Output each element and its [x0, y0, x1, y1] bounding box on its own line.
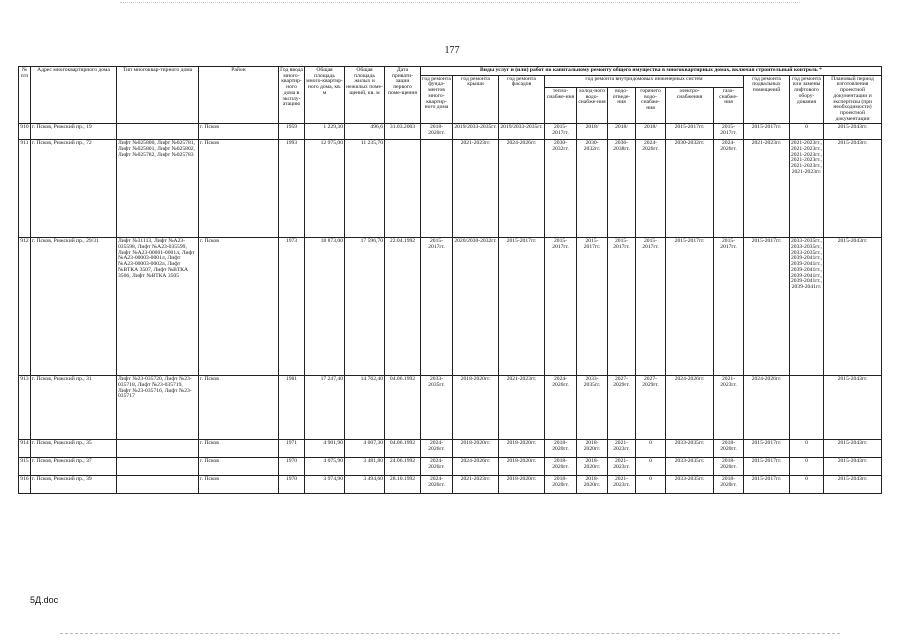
cell-house-type	[117, 458, 199, 476]
cell-drainage: 2021-2023гг.	[608, 476, 636, 494]
cell-basement: 2015-2017гг.	[744, 124, 790, 140]
header-foundation: год ремонта фунда-ментов много-квартир-ного дома	[421, 75, 453, 124]
cell-facade: 2018-2020гг.	[499, 458, 545, 476]
footer-filename: 5Д.doc	[30, 595, 59, 605]
cell-drainage: 2036-2038гг.	[608, 140, 636, 238]
capital-repair-register-table	[18, 66, 882, 494]
scan-artifact-top	[120, 2, 800, 3]
cell-roof: 2021-2023гг.	[453, 140, 499, 238]
cell-year: 1971	[279, 440, 305, 458]
header-planned-period: Плановый период изготовления проектной документации и экспертизы (при необходимости) проектной документации	[824, 75, 882, 124]
cell-facade: 2024-2026гг.	[499, 140, 545, 238]
cell-facade: 2018-2020гг.	[499, 440, 545, 458]
cell-basement: 2015-2017гг.	[744, 440, 790, 458]
cell-privatization-date: 22.04.1992	[385, 238, 421, 376]
header-privatization-date: Дата привати-зации первого поме-щения	[385, 67, 421, 124]
cell-gas-supply: 2018-2020гг.	[714, 476, 744, 494]
table-row	[19, 124, 882, 140]
cell-planned-period: 2015-2043гг.	[824, 440, 882, 458]
cell-num: 910	[19, 124, 31, 140]
header-lift: год ремонта или замены лифтового обору-дования	[790, 75, 824, 124]
table-row	[19, 440, 882, 458]
cell-year: 1970	[279, 458, 305, 476]
cell-hot-water: 2018/	[636, 124, 666, 140]
cell-gas-supply: 2018-2020гг.	[714, 440, 744, 458]
cell-house-type: Лифт №025800, Лифт №025781, Лифт №025801, Лифт №025802, Лифт №025782, Лифт №025783	[117, 140, 199, 238]
header-drainage: водо-отведе-ния	[608, 87, 636, 123]
cell-total-area: 12 975,00	[305, 140, 345, 238]
cell-hot-water: 2027-2029гг.	[636, 376, 666, 440]
cell-year: 1993	[279, 140, 305, 238]
cell-cold-water: 2030-2032гг.	[577, 140, 608, 238]
cell-living-area: 14 762,40	[345, 376, 385, 440]
cell-lift: 2021-2023гг., 2021-2023гг., 2021-2023гг., 2021-2023гг., 2021-2023гг., 2021-2023гг.	[790, 140, 824, 238]
cell-electricity: 2033-2035гг.	[666, 476, 714, 494]
cell-cold-water: 2033-2035гг.	[577, 376, 608, 440]
header-gas-supply: газо-снабже-ния	[714, 87, 744, 123]
cell-address: г. Псков, Рижский пр., 35	[31, 440, 117, 458]
cell-num: 914	[19, 440, 31, 458]
cell-total-area: 4 075,90	[305, 458, 345, 476]
cell-cold-water: 2018-2020гг.	[577, 476, 608, 494]
cell-cold-water: 2015-2017гг.	[577, 238, 608, 376]
cell-district: г. Псков	[199, 440, 279, 458]
cell-total-area: 18 873,00	[305, 238, 345, 376]
cell-privatization-date: 28.10.1992	[385, 476, 421, 494]
cell-district: г. Псков	[199, 238, 279, 376]
cell-foundation: 2018-2020гг.	[421, 124, 453, 140]
cell-basement: 2015-2017гг.	[744, 238, 790, 376]
header-year: Год ввода много-квартир-ного дома в эксплу-атацию	[279, 67, 305, 124]
cell-total-area: 4 901,90	[305, 440, 345, 458]
cell-facade: 2015-2017гг.	[499, 238, 545, 376]
cell-house-type: Лифт №31113, Лифт №А23-035598, Лифт №А23-035599, Лифт №А23-00001-0001л, Лифт №А23-00003-0001л, Лифт №А23-00003-0002л, Лифт №ВТКА 3507, Лифт №ВТКА 3506, Лифт №ВТКА 3505	[117, 238, 199, 376]
table-row	[19, 376, 882, 440]
cell-cold-water: 2018-2020гг.	[577, 458, 608, 476]
table-row	[19, 238, 882, 376]
cell-lift: 0	[790, 476, 824, 494]
cell-total-area: 17 247,40	[305, 376, 345, 440]
cell-living-area: 3 494,60	[345, 476, 385, 494]
cell-district: г. Псков	[199, 124, 279, 140]
cell-planned-period: 2015-2043гг.	[824, 458, 882, 476]
cell-lift: 0	[790, 440, 824, 458]
cell-foundation: 2024-2026гг.	[421, 476, 453, 494]
cell-heat-supply: 2015-2017гг.	[545, 238, 577, 376]
cell-num: 912	[19, 238, 31, 376]
cell-roof: 2018-2020гг.	[453, 376, 499, 440]
cell-lift	[790, 376, 824, 440]
cell-electricity: 2015-2017гг.	[666, 124, 714, 140]
cell-hot-water: 2024-2026гг.	[636, 140, 666, 238]
header-basement: год ремонта подвальных помещений	[744, 75, 790, 124]
header-district: Район	[199, 67, 279, 124]
cell-drainage: 2027-2029гг.	[608, 376, 636, 440]
cell-house-type	[117, 124, 199, 140]
cell-address: г. Псков, Рижский пр., 19	[31, 124, 117, 140]
cell-foundation: 2015-2017гг.	[421, 238, 453, 376]
cell-num: 913	[19, 376, 31, 440]
cell-hot-water: 2015-2017гг.	[636, 238, 666, 376]
cell-heat-supply: 2024-2026гг.	[545, 376, 577, 440]
cell-num: 916	[19, 476, 31, 494]
cell-address: г. Псков, Рижский пр., 31	[31, 376, 117, 440]
cell-gas-supply: 2015-2017гг.	[714, 124, 744, 140]
cell-house-type	[117, 440, 199, 458]
cell-planned-period: 2015-2043гг.	[824, 238, 882, 376]
cell-planned-period: 2015-2043гг.	[824, 124, 882, 140]
header-cold-water: холод-ного водо-снабже-ния	[577, 87, 608, 123]
cell-lift: 2033-2035гг., 2033-2035гг., 2033-2035гг., 2039-2041гг., 2039-2041гг., 2039-2041гг., 2039-2041гг., 2039-2041гг., 2039-2041гг.	[790, 238, 824, 376]
cell-living-area: 17 596,70	[345, 238, 385, 376]
cell-planned-period: 2015-2043гг.	[824, 376, 882, 440]
cell-electricity: 2024-2026гг.	[666, 376, 714, 440]
cell-electricity: 2015-2017гг.	[666, 238, 714, 376]
table-row	[19, 140, 882, 238]
cell-privatization-date: 04.06.1992	[385, 440, 421, 458]
cell-gas-supply: 2018-2020гг.	[714, 458, 744, 476]
cell-address: г. Псков, Рижский пр., 72	[31, 140, 117, 238]
cell-basement: 2015-2017гг.	[744, 458, 790, 476]
cell-district: г. Псков	[199, 476, 279, 494]
table-header	[19, 67, 882, 124]
cell-foundation: 2024-2026гг.	[421, 458, 453, 476]
header-num: № п/п	[19, 67, 31, 124]
cell-roof: 2021-2023гг.	[453, 476, 499, 494]
cell-foundation	[421, 140, 453, 238]
cell-district: г. Псков	[199, 458, 279, 476]
cell-drainage: 2015-2017гг.	[608, 238, 636, 376]
cell-facade: 2021-2023гг.	[499, 376, 545, 440]
cell-roof: 2018-2020гг.	[453, 440, 499, 458]
cell-gas-supply: 2021-2023гг.	[714, 376, 744, 440]
header-heat-supply: тепло-снабже-ния	[545, 87, 577, 123]
cell-drainage: 2021-2023гг.	[608, 458, 636, 476]
cell-roof: 2024-2026гг.	[453, 458, 499, 476]
cell-district: г. Псков	[199, 376, 279, 440]
header-roof: год ремонта крыши	[453, 75, 499, 124]
cell-total-area: 3 974,90	[305, 476, 345, 494]
cell-num: 915	[19, 458, 31, 476]
cell-lift: 0	[790, 124, 824, 140]
cell-hot-water: 0	[636, 476, 666, 494]
cell-heat-supply: 2030-2032гг.	[545, 140, 577, 238]
cell-electricity: 2030-2032гг.	[666, 140, 714, 238]
cell-facade: 2018-2020гг.	[499, 476, 545, 494]
header-engineering-systems: год ремонта внутридомовых инженерных систем	[545, 75, 744, 87]
cell-living-area: 3 481,80	[345, 458, 385, 476]
cell-heat-supply: 2018-2020гг.	[545, 476, 577, 494]
cell-foundation: 2024-2026гг.	[421, 440, 453, 458]
header-living-area: Общая площадь жилых и нежилых поме-щений, кв. м	[345, 67, 385, 124]
cell-hot-water: 0	[636, 440, 666, 458]
cell-heat-supply: 2018-2020гг.	[545, 458, 577, 476]
cell-roof: 2019/2033-2035гг.	[453, 124, 499, 140]
cell-district: г. Псков	[199, 140, 279, 238]
header-services: Виды услуг и (или) работ по капитальному ремонту общего имущества в многоквартирных домах, включая строительный контроль *	[421, 67, 882, 76]
cell-hot-water: 0	[636, 458, 666, 476]
cell-house-type: Лифт №23-035720, Лифт №23-035718, Лифт №23-035719, Лифт №23-035716, Лифт №23-035717	[117, 376, 199, 440]
cell-year: 1973	[279, 238, 305, 376]
cell-house-type	[117, 476, 199, 494]
cell-living-area: 11 235,70	[345, 140, 385, 238]
cell-address: г. Псков, Рижский пр., 39	[31, 476, 117, 494]
cell-planned-period: 2015-2043гг.	[824, 140, 882, 238]
cell-privatization-date	[385, 140, 421, 238]
cell-privatization-date: 04.06.1992	[385, 376, 421, 440]
cell-address: г. Псков, Рижский пр., 37	[31, 458, 117, 476]
cell-num: 911	[19, 140, 31, 238]
register-table-wrapper	[18, 66, 882, 494]
cell-address: г. Псков, Рижский пр., 29/31	[31, 238, 117, 376]
header-row-1	[19, 67, 882, 76]
cell-cold-water: 2018/	[577, 124, 608, 140]
header-hot-water: горячего водо-снабже-ния	[636, 87, 666, 123]
cell-privatization-date: 31.03.2003	[385, 124, 421, 140]
cell-facade: 2019/2033-2035гг.	[499, 124, 545, 140]
cell-drainage: 2018/	[608, 124, 636, 140]
cell-lift: 0	[790, 458, 824, 476]
cell-electricity: 2033-2035гг.	[666, 458, 714, 476]
scan-artifact-bottom	[60, 633, 840, 634]
cell-foundation: 2033-2035гг.	[421, 376, 453, 440]
cell-basement: 2015-2017гг.	[744, 476, 790, 494]
cell-electricity: 2033-2035гг.	[666, 440, 714, 458]
table-body	[19, 124, 882, 494]
header-house-type: Тип многоквар-тирного дома	[117, 67, 199, 124]
table-row	[19, 458, 882, 476]
cell-roof: 2020/2030-2032гг.	[453, 238, 499, 376]
page-number: 177	[444, 45, 460, 56]
header-facade: год ремонта фасадов	[499, 75, 545, 124]
header-electricity: электро-снабжения	[666, 87, 714, 123]
cell-gas-supply: 2024-2026гг.	[714, 140, 744, 238]
cell-basement: 2021-2023гг.	[744, 140, 790, 238]
cell-drainage: 2021-2023гг.	[608, 440, 636, 458]
cell-living-area: 496,6	[345, 124, 385, 140]
header-address: Адрес многоквартирного дома	[31, 67, 117, 124]
cell-gas-supply: 2015-2017гг.	[714, 238, 744, 376]
cell-living-area: 4 007,30	[345, 440, 385, 458]
cell-year: 1959	[279, 124, 305, 140]
table-row	[19, 476, 882, 494]
cell-cold-water: 2018-2020гг.	[577, 440, 608, 458]
cell-planned-period: 2015-2043гг.	[824, 476, 882, 494]
cell-basement: 2024-2026гг.	[744, 376, 790, 440]
cell-privatization-date: 24.06.1992	[385, 458, 421, 476]
header-total-area: Общая площадь много-квартир-ного дома, кв. м	[305, 67, 345, 124]
cell-heat-supply: 2015-2017гг.	[545, 124, 577, 140]
cell-heat-supply: 2018-2020гг.	[545, 440, 577, 458]
cell-total-area: 1 229,30	[305, 124, 345, 140]
cell-year: 1970	[279, 476, 305, 494]
cell-year: 1981	[279, 376, 305, 440]
